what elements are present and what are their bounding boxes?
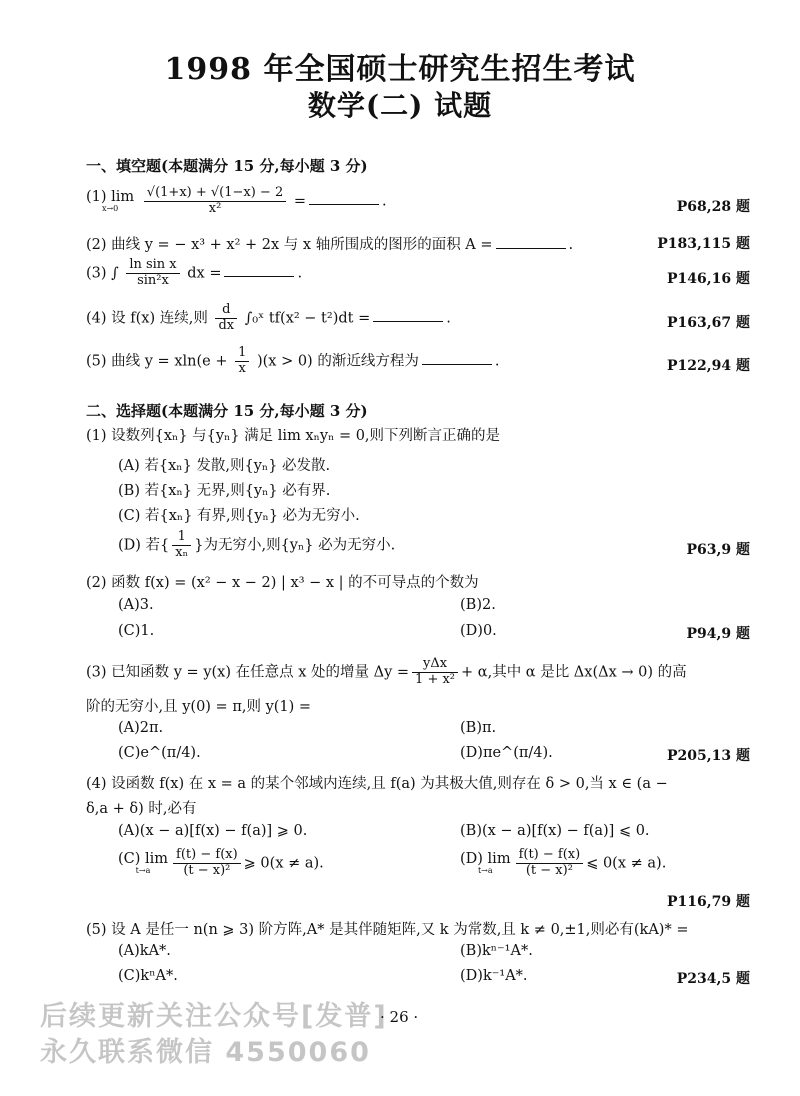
fraction: $\frac{1}{x}$: [235, 346, 249, 377]
s2-question-3-stem: (3) 已知函数 y = y(x) 在任意点 x 处的增量 Δy = $\frac{\text{yΔx}}{\text{1 + x²}}$ + α,其中 α 是比 Δx(Δx → 0) 的高: [86, 656, 687, 687]
s1-q1-ref: P68,28 题: [676, 199, 750, 215]
s1-question-4: (4) 设 f(x) 连续,则 $\frac{d}{dx}$ ∫₀ˣ tf(x² − t²)dt = .: [86, 302, 451, 333]
s2-q5-option-c: (C)kⁿA*.: [118, 968, 178, 984]
s1-question-3: (3) ∫ $\frac{\text{ln sin x}}{\text{sin²x}}$ dx = .: [86, 257, 303, 288]
s2-q3-option-c: (C)e^(π/4).: [118, 745, 201, 761]
answer-blank: [422, 364, 492, 365]
answer-blank: [496, 248, 566, 249]
watermark-line-1: 后续更新关注公众号[发普]: [40, 1001, 388, 1032]
s2-q2-option-d: (D)0.: [460, 623, 497, 639]
s2-q2-option-a: (A)3.: [118, 597, 154, 613]
s1-q5-ref: P122,94 题: [667, 358, 750, 374]
fraction: $\frac{f(t) - f(x)}{\text{(t − x)²}}$: [173, 848, 241, 879]
s1-q4-ref: P163,67 题: [667, 315, 750, 331]
s2-question-5-stem: (5) 设 A 是任一 n(n ⩾ 3) 阶方阵,A* 是其伴随矩阵,又 k 为常数,且 k ≠ 0,±1,则必有(kA)* =: [86, 922, 689, 938]
s2-q1-option-b: (B) 若{xₙ} 无界,则{yₙ} 必有界.: [118, 483, 331, 499]
s2-question-3-stem-line2: 阶的无穷小,且 y(0) = π,则 y(1) =: [86, 699, 312, 715]
fraction: $\frac{\text{ln sin x}}{\text{sin²x}}$: [126, 258, 179, 289]
fraction: $\frac{f(t) - f(x)}{\text{(t − x)²}}$: [516, 848, 584, 879]
s2-q5-option-b: (B)kⁿ⁻¹A*.: [460, 943, 533, 959]
limit-operator: (D) lim t→a: [460, 851, 511, 875]
s2-q3-ref: P205,13 题: [667, 748, 750, 764]
s2-q4-option-a: (A)(x − a)[f(x) − f(a)] ⩾ 0.: [118, 823, 308, 839]
s2-q3-option-a: (A)2π.: [118, 720, 164, 736]
answer-blank: [309, 204, 379, 205]
s2-q4-ref: P116,79 题: [667, 894, 750, 910]
exam-title: 1998 年全国硕士研究生招生考试: [164, 52, 636, 87]
s2-q3-option-d: (D)πe^(π/4).: [460, 745, 553, 761]
s2-question-4-stem: (4) 设函数 f(x) 在 x = a 的某个邻域内连续,且 f(a) 为其极大值,则存在 δ > 0,当 x ∈ (a −: [86, 776, 668, 792]
s2-question-2-stem: (2) 函数 f(x) = (x² − x − 2) | x³ − x | 的不可导点的个数为: [86, 575, 479, 591]
limit-operator: (C) lim t→a: [118, 851, 169, 875]
section-2-heading: 二、选择题(本题满分 15 分,每小题 3 分): [86, 402, 368, 420]
s1-question-5: (5) 曲线 y = xln(e + $\frac{1}{x}$ )(x > 0) 的渐近线方程为 .: [86, 345, 500, 376]
answer-blank: [373, 321, 443, 322]
s2-q3-option-b: (B)π.: [460, 720, 497, 736]
section-1-heading: 一、填空题(本题满分 15 分,每小题 3 分): [86, 157, 368, 175]
s2-q4-option-b: (B)(x − a)[f(x) − f(a)] ⩽ 0.: [460, 823, 650, 839]
fraction: $\frac{1}{\text{xₙ}}$: [172, 530, 191, 561]
watermark-line-2: 永久联系微信 4550060: [40, 1037, 371, 1068]
derivative-operator: $\frac{d}{dx}$: [215, 303, 237, 334]
s2-q2-ref: P94,9 题: [686, 626, 750, 642]
s2-q5-option-a: (A)kA*.: [118, 943, 171, 959]
s2-question-4-stem-line2: δ,a + δ) 时,必有: [86, 801, 197, 817]
page-number: · 26 ·: [380, 1008, 419, 1026]
s2-q1-ref: P63,9 题: [686, 542, 750, 558]
s1-q3-ref: P146,16 题: [667, 271, 750, 287]
s2-q2-option-b: (B)2.: [460, 597, 496, 613]
s1-q2-ref: P183,115 题: [657, 236, 750, 252]
s2-q1-option-d: (D) 若{ $\frac{1}{\text{xₙ}}$ }为无穷小,则{yₙ} 必为无穷小.: [118, 529, 396, 560]
s2-q1-option-a: (A) 若{xₙ} 发散,则{yₙ} 必发散.: [118, 458, 331, 474]
s2-q5-ref: P234,5 题: [676, 971, 750, 987]
s2-q5-option-d: (D)k⁻¹A*.: [460, 968, 528, 984]
s1-question-1: (1) lim x→0 $\frac{√(1+x) + √(1-x) - 2}{\text{x²}}$ = .: [86, 185, 387, 216]
s2-q1-option-c: (C) 若{xₙ} 有界,则{yₙ} 必为无穷小.: [118, 508, 360, 524]
fraction: $\frac{√(1+x) + √(1-x) - 2}{\text{x²}}$: [144, 186, 286, 217]
s2-q4-option-c: (C) lim t→a $\frac{f(t) - f(x)}{\text{(t − x)²}}$ ⩾ 0(x ≠ a).: [118, 847, 324, 878]
s1-question-2: (2) 曲线 y = − x³ + x² + 2x 与 x 轴所围成的图形的面积 A = .: [86, 237, 574, 253]
fraction: $\frac{\text{yΔx}}{\text{1 + x²}}$: [412, 657, 458, 688]
s2-question-1-stem: (1) 设数列{xₙ} 与{yₙ} 满足 lim xₙyₙ = 0,则下列断言正确的是: [86, 428, 501, 444]
answer-blank: [224, 276, 294, 277]
s2-q2-option-c: (C)1.: [118, 623, 155, 639]
exam-subtitle: 数学(二) 试题: [307, 89, 493, 122]
limit-operator: (1) lim x→0: [86, 189, 135, 213]
s2-q4-option-d: (D) lim t→a $\frac{f(t) - f(x)}{\text{(t − x)²}}$ ⩽ 0(x ≠ a).: [460, 847, 667, 878]
